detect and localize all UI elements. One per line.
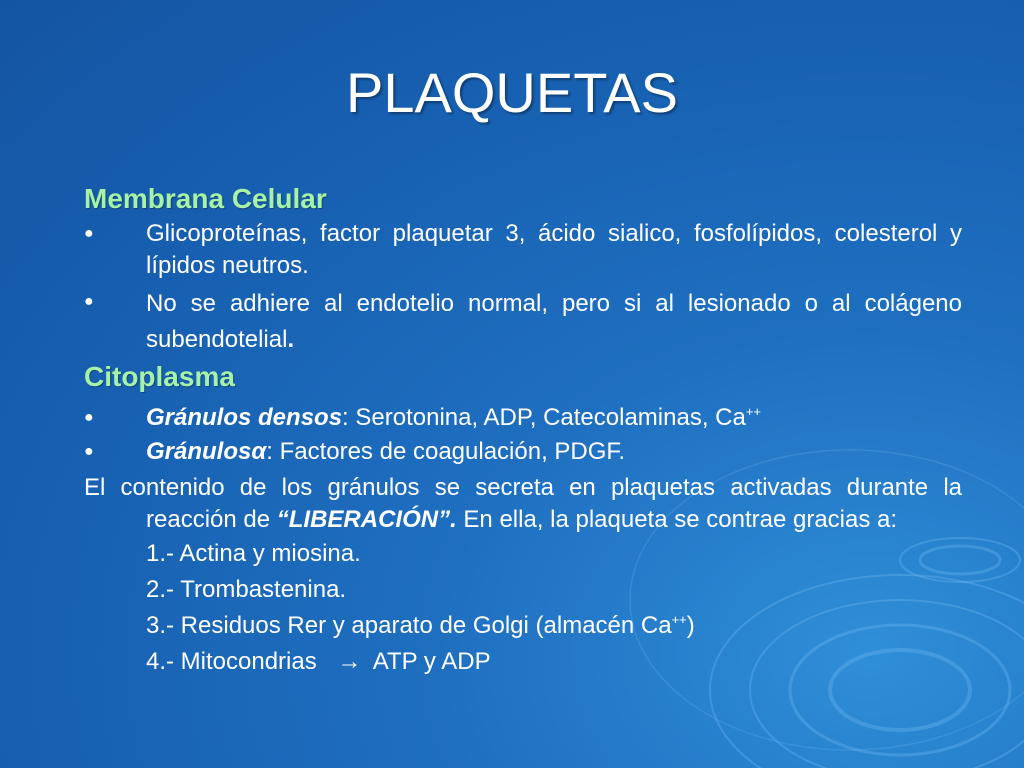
bullet-citoplasma-2 bbox=[84, 436, 962, 468]
paragraph-text: El contenido de los gránulos se secreta en plaquetas activadas durante la reacción de bbox=[84, 474, 962, 533]
bullet-text-end: . bbox=[287, 326, 295, 353]
bullet-dot-icon: ● bbox=[84, 293, 94, 310]
paragraph-liberacion bbox=[84, 472, 962, 536]
heading-membrana: Membrana Celular bbox=[84, 183, 327, 214]
list-item-4 bbox=[84, 644, 962, 680]
arrow-right-icon: → bbox=[337, 648, 362, 675]
list-item-3 bbox=[84, 608, 962, 644]
bullet-dot-icon: ● bbox=[84, 443, 94, 460]
bullet-membrana-1 bbox=[84, 218, 962, 282]
slide-body bbox=[84, 180, 962, 680]
heading-citoplasma: Citoplasma bbox=[84, 361, 235, 392]
bullet-text: : Serotonina, ADP, Catecolaminas, Ca bbox=[342, 404, 746, 431]
bullet-dot-icon: ● bbox=[84, 409, 94, 426]
list-item-1: 1.- Actina y miosina. bbox=[146, 540, 361, 567]
bullet-text: Glicoproteínas, factor plaquetar 3, ácido sialico, fosfolípidos, colesterol y lípidos neutros. bbox=[146, 220, 962, 279]
superscript: ++ bbox=[745, 404, 762, 419]
emphasis-liberacion: “LIBERACIÓN”. bbox=[276, 506, 457, 533]
term-granulos-densos: Gránulos densos bbox=[146, 404, 343, 431]
bullet-dot-icon: ● bbox=[84, 225, 94, 242]
list-item-2: 2.- Trombastenina. bbox=[146, 576, 347, 603]
list-item-text-end: ATP y ADP bbox=[372, 648, 491, 675]
paragraph-text-after: En ella, la plaqueta se contrae gracias a: bbox=[456, 506, 898, 533]
superscript: ++ bbox=[671, 612, 687, 627]
list-item-text: 4.- Mitocondrias bbox=[146, 648, 317, 675]
term-granulos-alfa: Gránulosα bbox=[146, 438, 267, 465]
bullet-membrana-2 bbox=[84, 286, 962, 358]
list-item-text: 3.- Residuos Rer y aparato de Golgi (almacén Ca bbox=[146, 612, 672, 639]
bullet-citoplasma-1 bbox=[84, 402, 962, 434]
bullet-text: No se adhiere al endotelio normal, pero si al lesionado o al colágeno subendotelial bbox=[146, 290, 962, 353]
slide-title: PLAQUETAS bbox=[346, 61, 678, 124]
list-item-text-end: ) bbox=[686, 612, 695, 639]
bullet-text: : Factores de coagulación, PDGF. bbox=[266, 438, 626, 465]
